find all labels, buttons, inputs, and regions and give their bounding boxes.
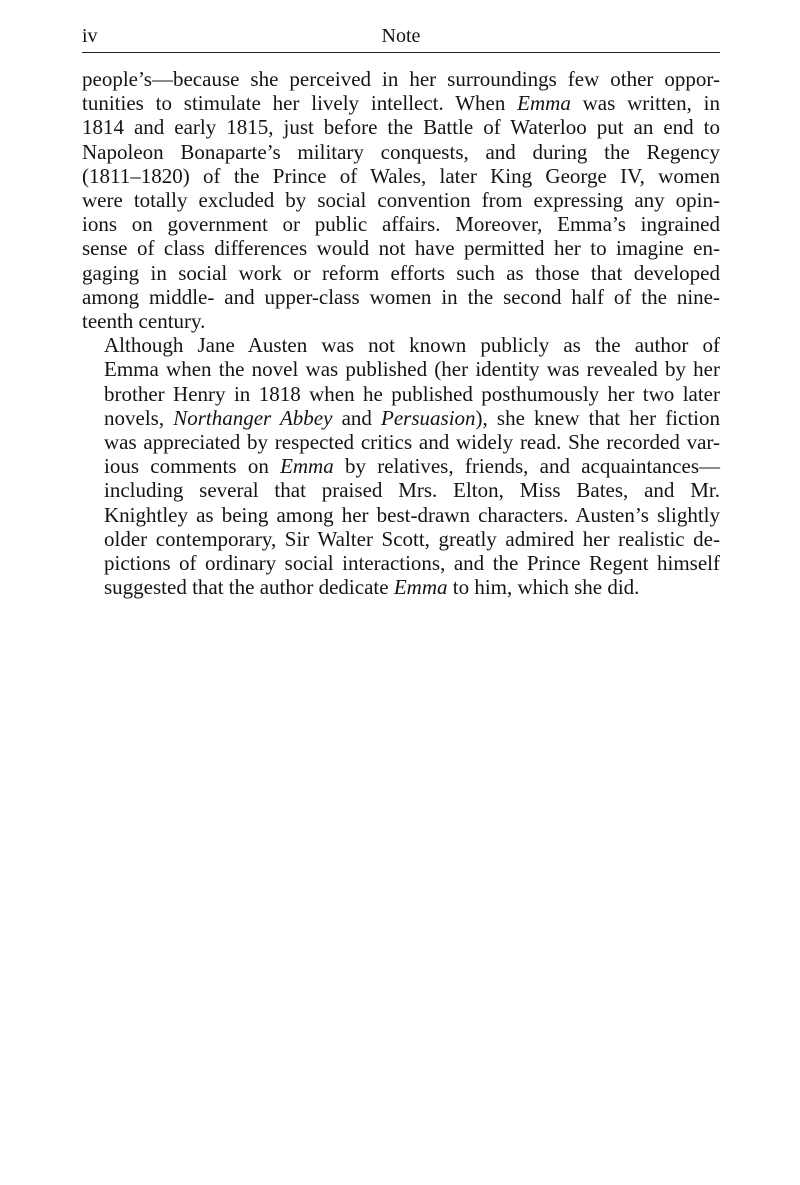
header-rule (82, 52, 720, 53)
text-line (82, 188, 720, 212)
note-body (82, 67, 720, 599)
text-line (82, 67, 720, 91)
text-run: sense of class differences would not have permitted her to imagine en- (82, 236, 720, 261)
text-run: Although Jane Austen was not known publicly as the author of (104, 333, 720, 358)
text-line (82, 140, 720, 164)
paragraph (82, 67, 720, 333)
text-run: novels, (104, 405, 174, 430)
text-run: brother Henry in 1818 when he published posthumously her two later (104, 381, 720, 406)
text-run: older contemporary, Sir Walter Scott, greatly admired her realistic de- (104, 526, 720, 551)
italic-title: Persuasion (381, 405, 476, 430)
italic-title: Emma (393, 575, 448, 600)
text-run: and (332, 405, 382, 430)
text-run: ious comments on (104, 454, 281, 479)
text-line (82, 164, 720, 188)
text-line (82, 527, 720, 551)
text-run: including several that praised Mrs. Elton, Miss Bates, and Mr. (104, 478, 720, 503)
text-line (82, 357, 720, 381)
text-line (82, 91, 720, 115)
header-title: Note (381, 25, 421, 47)
text-run: (1811–1820) of the Prince of Wales, later King George IV, women (82, 163, 720, 188)
text-line (82, 551, 720, 575)
text-run: ), she knew that her fiction (475, 405, 721, 430)
text-run: to him, which she did. (447, 575, 640, 600)
text-run: suggested that the author dedicate (104, 575, 394, 600)
book-page (82, 22, 720, 599)
text-run: ions on government or public affairs. Moreover, Emma’s ingrained (82, 212, 720, 237)
text-run: were totally excluded by social convention from expressing any opin- (82, 188, 720, 213)
page-number: iv (82, 25, 98, 47)
paragraph (82, 333, 720, 599)
italic-title: Emma (280, 454, 334, 479)
text-run: teenth century. (82, 309, 206, 334)
text-line (82, 115, 720, 139)
text-line (82, 212, 720, 236)
text-run: was appreciated by respected critics and widely read. She recorded var- (104, 430, 720, 455)
italic-title: Emma (517, 91, 571, 116)
text-line (82, 478, 720, 502)
text-line (82, 430, 720, 454)
text-run: by relatives, friends, and acquaintances— (333, 454, 720, 479)
text-run: Knightley as being among her best-drawn characters. Austen’s slightly (104, 502, 720, 527)
text-run: was written, in (570, 91, 721, 116)
text-run: pictions of ordinary social interactions, and the Prince Regent himself (104, 551, 720, 576)
text-line (82, 285, 720, 309)
text-run: 1814 and early 1815, just before the Battle of Waterloo put an end to (82, 115, 720, 140)
text-line (82, 382, 720, 406)
text-run: gaging in social work or reform efforts such as those that developed (82, 260, 720, 285)
text-run: tunities to stimulate her lively intellect. When (82, 91, 518, 116)
text-run: Napoleon Bonaparte’s military conquests, and during the Regency (82, 139, 720, 164)
text-line (82, 261, 720, 285)
italic-title: Northanger Abbey (173, 405, 333, 430)
text-run: Emma when the novel was published (her identity was revealed by her (104, 357, 720, 382)
text-line (82, 406, 720, 430)
text-run: among middle- and upper-class women in the second half of the nine- (82, 284, 720, 309)
text-run: people’s—because she perceived in her surroundings few other oppor- (82, 67, 720, 91)
text-line (82, 309, 720, 333)
text-line (82, 236, 720, 260)
text-line (82, 454, 720, 478)
text-line (82, 575, 720, 599)
text-line (82, 333, 720, 357)
text-line (82, 503, 720, 527)
running-head (82, 22, 720, 50)
